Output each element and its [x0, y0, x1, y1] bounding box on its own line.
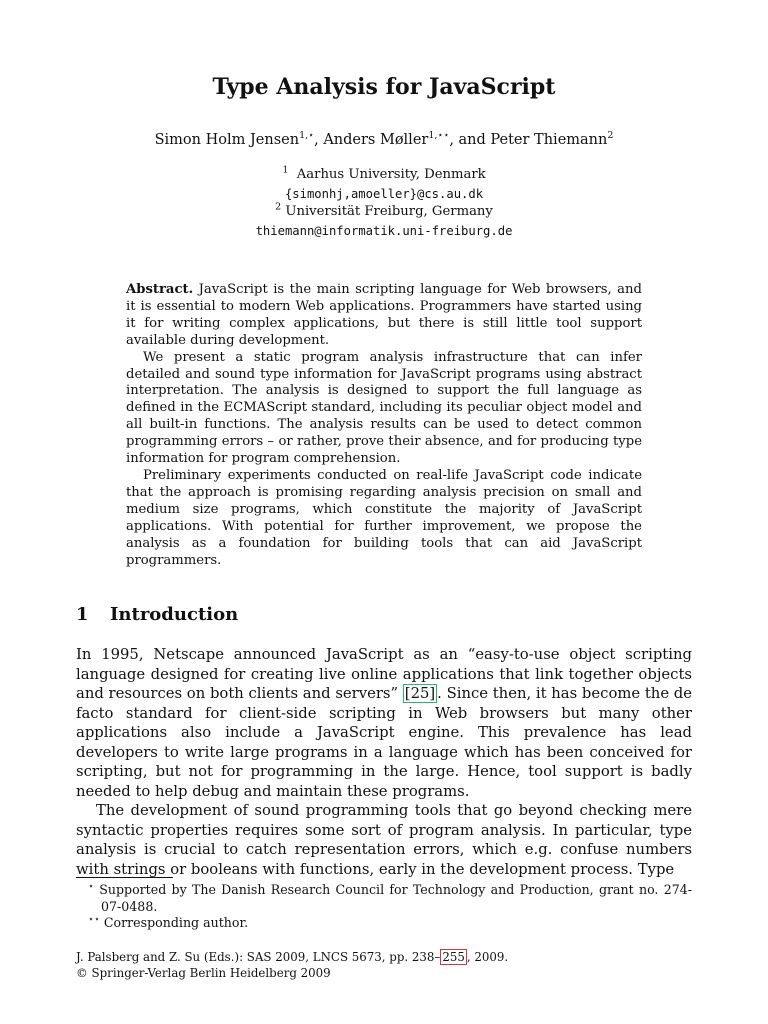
introduction-body: [76, 645, 692, 879]
footnote-mark: ⋆: [88, 880, 94, 892]
footnote-mark: ⋆⋆: [88, 913, 100, 925]
paper-title: Type Analysis for JavaScript: [212, 74, 556, 100]
footnote: [76, 915, 692, 932]
author-mark: 1,⋆⋆: [428, 130, 450, 142]
section-title: Introduction: [110, 604, 239, 625]
section-heading: [76, 604, 238, 625]
author-mark: 1,⋆: [299, 130, 315, 142]
citation-info: [76, 950, 508, 981]
abstract-paragraph: Preliminary experiments conducted on real-life JavaScript code indicate that the approach is promising regarding analysis precision on small and medium size programs, which constitute the majority of JavaScript applications. With potential for further improvement, we propose the analysis as a foundation for building tools that can aid JavaScript programmers.: [126, 467, 642, 568]
footnote: [76, 882, 692, 915]
page-link[interactable]: 255: [442, 950, 465, 964]
intro-paragraph: The development of sound programming tools that go beyond checking mere syntactic properties requires some sort of program analysis. In particular, type analysis is crucial to catch representation errors, which e.g. confuse numbers with strings or booleans with functions, early in the development process. Type: [76, 802, 692, 878]
section-number: 1: [76, 604, 89, 625]
intro-text: . Since then, it has become the de facto standard for client-side scripting in Web browsers but many other applications also include a JavaScript engine. This prevalence has lead developers to write large programs in a language which has been conceived for scripting, but not for programming in the large. Hence, tool support is badly needed to help debug and maintain these programs.: [76, 685, 693, 800]
author-name: Simon Holm Jensen: [154, 132, 300, 148]
reference-link[interactable]: [25]: [404, 685, 436, 702]
abstract-label: Abstract.: [126, 282, 194, 297]
abstract: [126, 282, 642, 569]
citation-text: , 2009.: [466, 950, 509, 964]
author-mark: 2: [607, 130, 614, 142]
citation-text: J. Palsberg and Z. Su (Eds.): SAS 2009, LNCS 5673, pp. 238–: [76, 950, 441, 964]
author-name: Peter Thiemann: [490, 132, 608, 148]
footnotes: [76, 882, 692, 932]
affiliation-institution: Aarhus University, Denmark: [296, 167, 486, 182]
affiliation-institution: Universität Freiburg, Germany: [285, 204, 493, 219]
footnote-text: Corresponding author.: [103, 915, 249, 930]
affiliations: [0, 166, 768, 240]
abstract-paragraph: We present a static program analysis infrastructure that can infer detailed and sound type information for JavaScript programs using abstract interpretation. The analysis is designed to support the full language as defined in the ECMAScript standard, including its peculiar object model and all built-in functions. The analysis results can be used to detect common programming errors – or rather, prove their absence, and for producing type information for program comprehension.: [126, 349, 642, 467]
copyright: © Springer-Verlag Berlin Heidelberg 2009: [76, 965, 331, 980]
footnote-divider: [76, 877, 173, 878]
footnote-text: Supported by The Danish Research Council for Technology and Production, grant no. 274-07-0488.: [99, 882, 692, 914]
intro-paragraph: [76, 645, 692, 801]
affiliation-email[interactable]: thiemann@informatik.uni-freiburg.de: [255, 223, 513, 238]
affiliation-email[interactable]: {simonhj,amoeller}@cs.au.dk: [284, 186, 484, 201]
author-list: Simon Holm Jensen$^{1,⋆}$, Anders Møller$^{1,⋆⋆}$, and Peter Thiemann$^2$: [154, 130, 614, 148]
intro-text: In 1995, Netscape announced JavaScript as an “easy-to-use object scripting language designed for creating live online applications that link together objects and resources on both clients and servers”: [76, 646, 692, 702]
abstract-paragraph: JavaScript is the main scripting language for Web browsers, and it is essential to modern Web applications. Programmers have started using it for writing complex applications, but there is still little tool support available during development.: [126, 282, 642, 348]
affiliation-number: 2: [275, 201, 282, 213]
affiliation-number: 1: [282, 164, 289, 176]
author-name: Anders Møller: [323, 132, 429, 148]
